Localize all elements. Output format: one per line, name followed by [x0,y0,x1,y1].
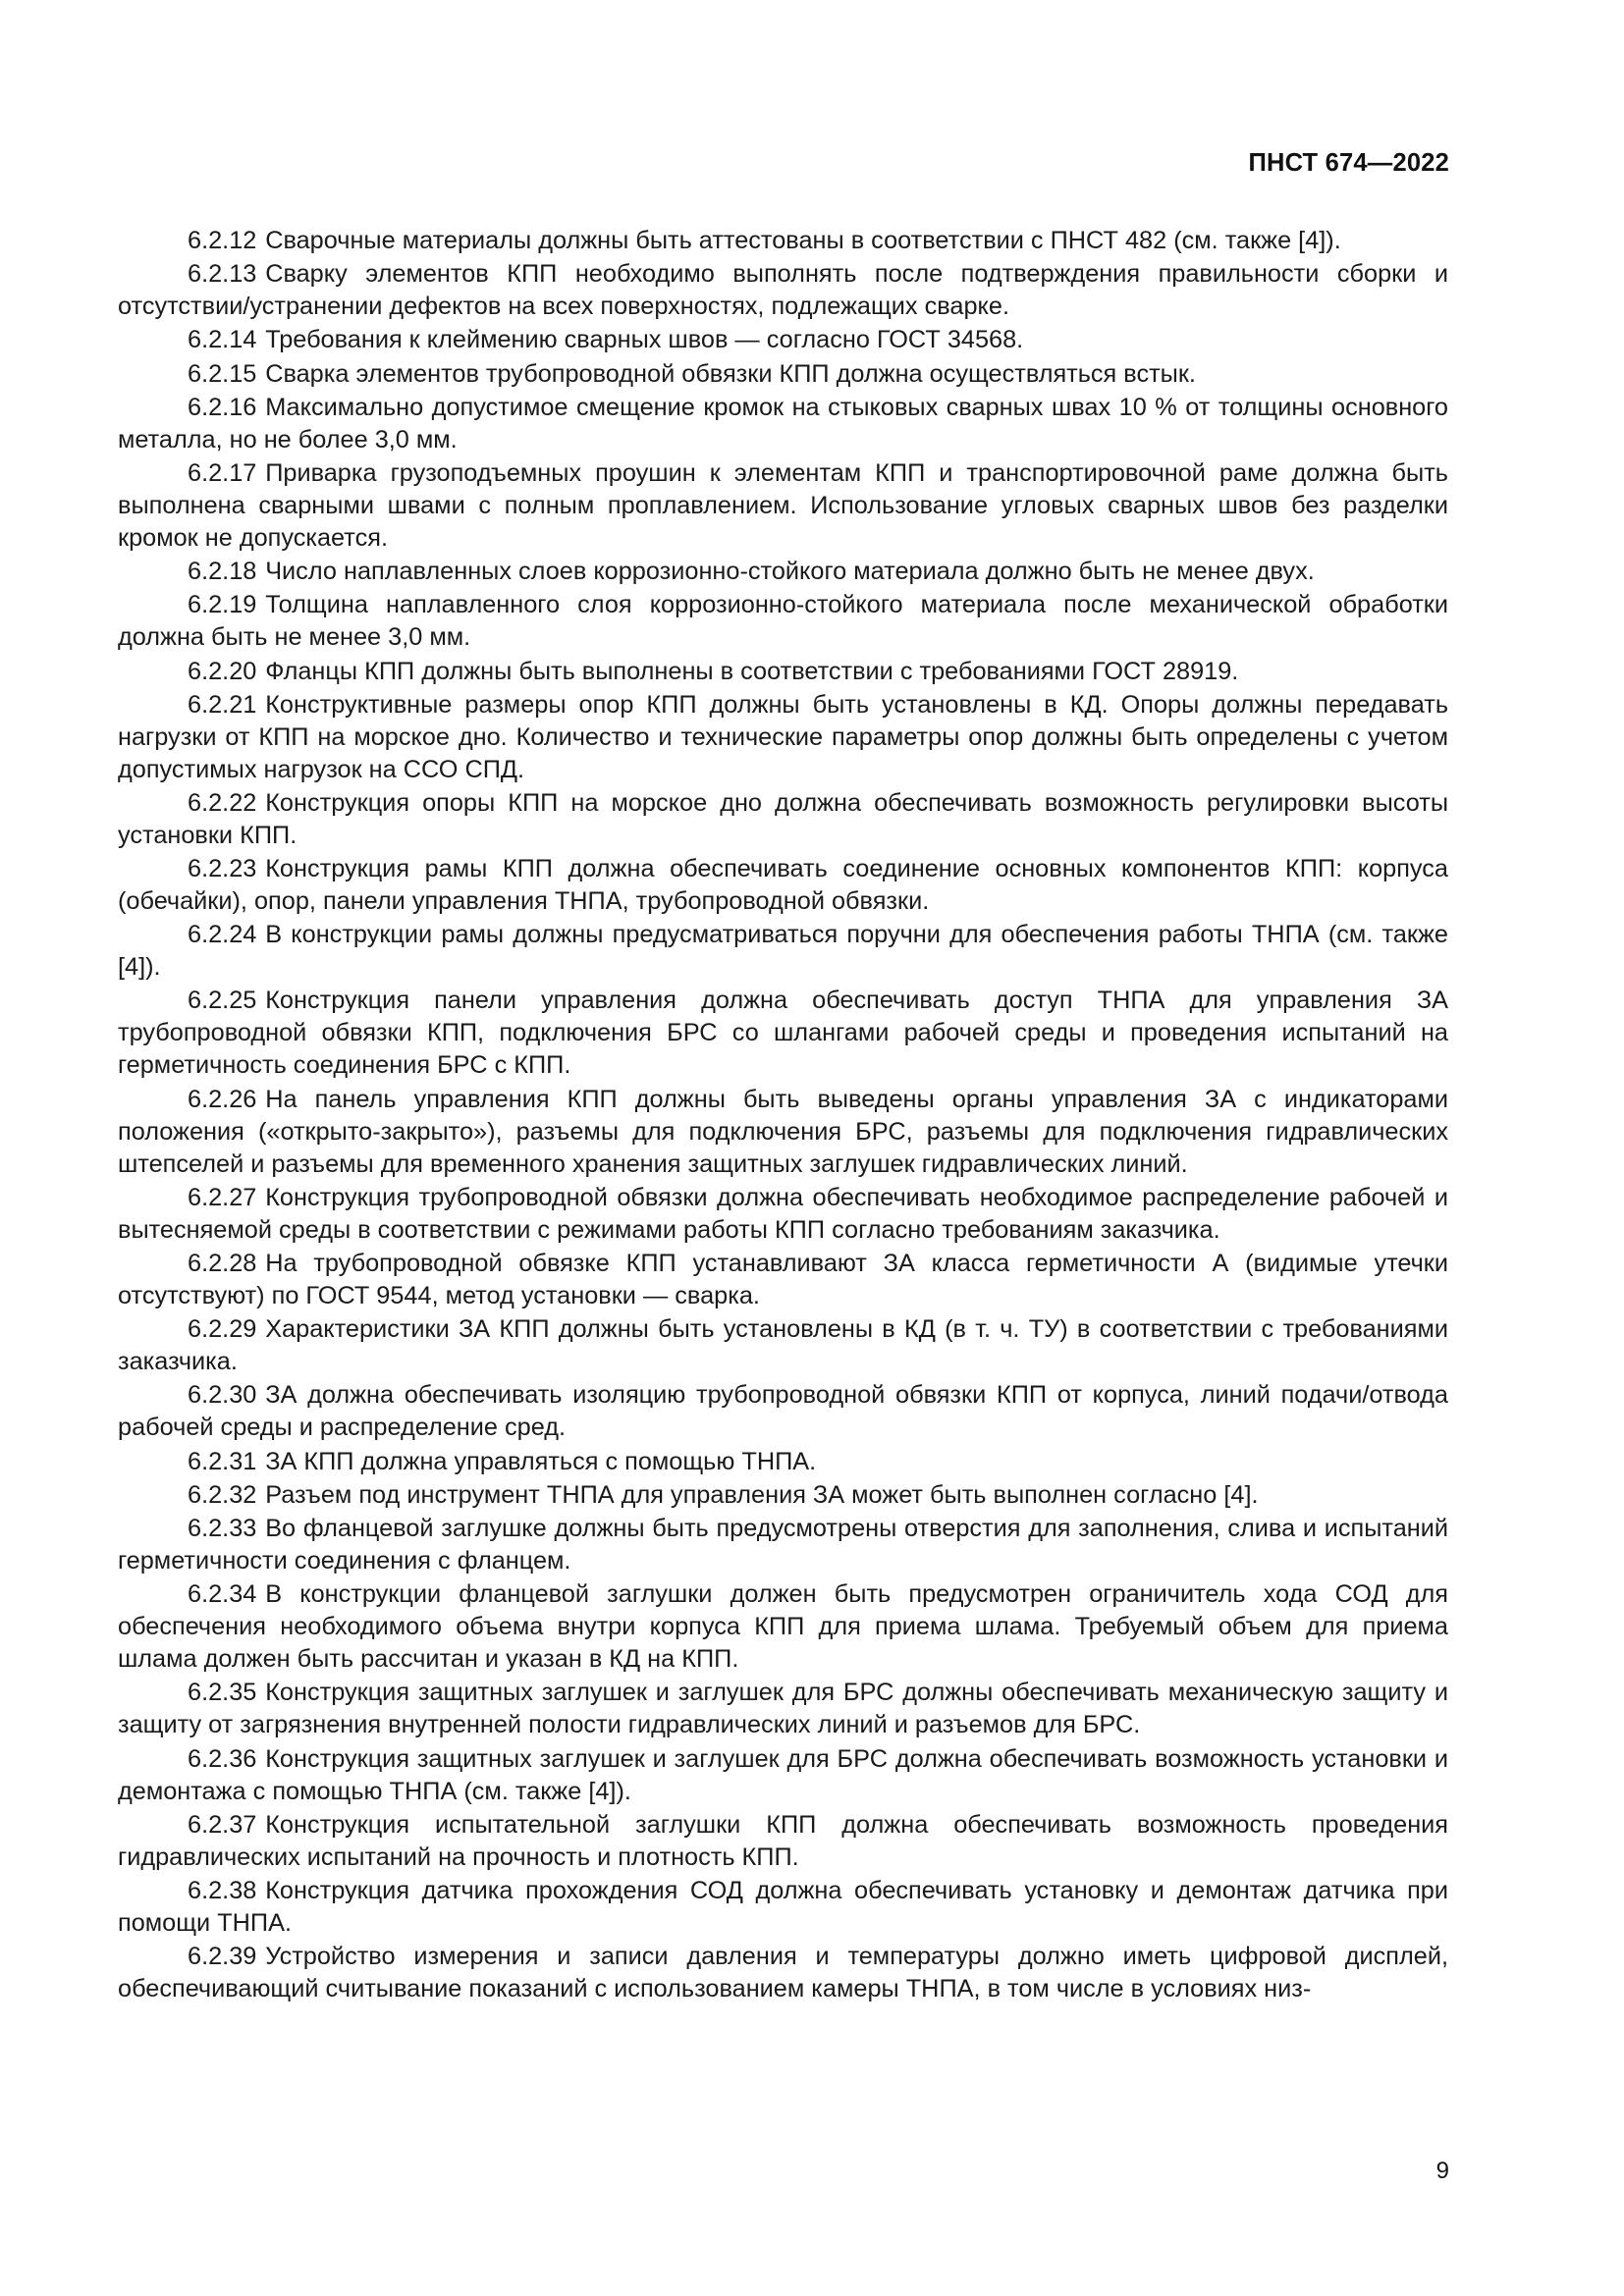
clause-6-2-27 [118,1182,1448,1247]
clause-number: 6.2.17 [188,458,257,487]
clause-text: Характеристики ЗА КПП должны быть установлены в КД (в т. ч. ТУ) в соответствии с требованиями заказчика. [118,1315,1448,1376]
clause-text: В конструкции фланцевой заглушки должен быть предусмотрен ограничитель хода СОД для обеспечения необходимого объема внутри корпуса КПП для приема шлама. Требуемый объем для приема шлама должен быть рассчитан и указан в КД на КПП. [118,1580,1448,1674]
clause-text: Сварочные материалы должны быть аттестованы в соответствии с ПНСТ 482 (см. также [4]). [265,227,1341,254]
clause-6-2-38 [118,1875,1448,1940]
clause-number: 6.2.39 [188,1943,257,1971]
clause-text: Конструкция рамы КПП должна обеспечивать соединение основных компонентов КПП: корпуса (обечайки), опор, панели управления ТНПА, трубопроводной обвязки. [118,855,1448,916]
clause-6-2-34 [118,1578,1448,1676]
clause-text: Во фланцевой заглушке должны быть предусмотрены отверстия для заполнения, слива и испытаний герметичности соединения с фланцем. [118,1514,1448,1575]
clause-number: 6.2.28 [188,1250,257,1277]
clause-text: Сварку элементов КПП необходимо выполнять после подтверждения правильности сборки и отсутствии/устранении дефектов на всех поверхностях, подлежащих сварке. [118,260,1448,321]
clause-text: Устройство измерения и записи давления и температуры должно иметь цифровой дисплей, обеспечивающий считывание показаний с использованием камеры ТНПА, в том числе в условиях низ- [118,1943,1448,2003]
clause-6-2-22 [118,787,1448,852]
page-header-standard-code: ПНСТ 674—2022 [1248,149,1449,177]
clause-text: Сварка элементов трубопроводной обвязки КПП должна осуществляться встык. [265,359,1196,388]
clause-6-2-19 [118,589,1448,654]
clause-number: 6.2.22 [188,788,257,817]
document-body [118,225,1448,2006]
clause-number: 6.2.26 [188,1085,257,1113]
clause-6-2-37 [118,1809,1448,1874]
clause-6-2-14 [118,324,1448,356]
clause-number: 6.2.30 [188,1381,257,1410]
clause-number: 6.2.27 [188,1183,257,1211]
clause-6-2-16 [118,392,1448,456]
clause-6-2-17 [118,457,1448,555]
clause-6-2-30 [118,1379,1448,1444]
clause-text: Максимально допустимое смещение кромок на стыковых сварных швах 10 % от толщины основного металла, но не более 3,0 мм. [118,393,1448,454]
clause-text: Приварка грузоподъемных проушин к элементам КПП и транспортировочной раме должна быть выполнена сварными швами с полным проплавлением. Использование угловых сварных швов без разделки кромок не допускается. [118,458,1448,552]
clause-number: 6.2.35 [188,1679,257,1707]
clause-6-2-29 [118,1313,1448,1378]
clause-number: 6.2.36 [188,1744,257,1773]
clause-text: Толщина наплавленного слоя коррозионно-стойкого материала после механической обработки должна быть не менее 3,0 мм. [118,591,1448,652]
clause-number: 6.2.31 [188,1447,257,1475]
clause-text: Конструкция датчика прохождения СОД должна обеспечивать установку и демонтаж датчика при помощи ТНПА. [118,1876,1448,1937]
clause-6-2-13 [118,258,1448,323]
clause-text: Конструкция трубопроводной обвязки должна обеспечивать необходимое распределение рабочей и вытесняемой среды в соответствии с режимами работы КПП согласно требованиям заказчика. [118,1183,1448,1244]
clause-text: На трубопроводной обвязке КПП устанавливают ЗА класса герметичности А (видимые утечки отсутствуют) по ГОСТ 9544, метод установки — сварка. [118,1250,1448,1309]
clause-number: 6.2.14 [188,326,257,354]
clause-6-2-39 [118,1941,1448,2005]
clause-6-2-24 [118,919,1448,984]
clause-6-2-31 [118,1446,1448,1478]
clause-number: 6.2.23 [188,855,257,883]
clause-number: 6.2.34 [188,1580,257,1609]
clause-text: Фланцы КПП должны быть выполнены в соответствии с требованиями ГОСТ 28919. [265,657,1239,685]
clause-6-2-20 [118,656,1448,688]
clause-text: ЗА должна обеспечивать изоляцию трубопроводной обвязки КПП от корпуса, линий подачи/отвода рабочей среды и распределение сред. [118,1381,1448,1442]
clause-number: 6.2.13 [188,260,257,289]
clause-6-2-26 [118,1084,1448,1181]
clause-text: На панель управления КПП должны быть выведены органы управления ЗА с индикаторами положения («открыто-закрыто»), разъемы для подключения БРС, разъемы для подключения гидравлических штепселей и разъемы для временного хранения защитных заглушек гидравлических линий. [118,1085,1448,1178]
clause-text: Конструкция испытательной заглушки КПП должна обеспечивать возможность проведения гидравлических испытаний на прочность и плотность КПП. [118,1810,1448,1871]
clause-text: В конструкции рамы должны предусматриваться поручни для обеспечения работы ТНПА (см. также [4]). [118,921,1448,982]
clause-number: 6.2.24 [188,921,257,949]
clause-6-2-33 [118,1513,1448,1577]
clause-6-2-32 [118,1479,1448,1512]
clause-text: Конструкция опоры КПП на морское дно должна обеспечивать возможность регулировки высоты установки КПП. [118,788,1448,849]
clause-6-2-35 [118,1677,1448,1741]
clause-text: Разъем под инструмент ТНПА для управления ЗА может быть выполнен согласно [4]. [265,1480,1259,1509]
clause-6-2-21 [118,689,1448,786]
clause-number: 6.2.38 [188,1876,257,1904]
clause-6-2-25 [118,985,1448,1082]
clause-number: 6.2.29 [188,1315,257,1344]
clause-6-2-28 [118,1248,1448,1312]
clause-number: 6.2.25 [188,987,257,1015]
clause-text: Требования к клеймению сварных швов — согласно ГОСТ 34568. [265,326,1024,354]
clause-6-2-15 [118,358,1448,391]
clause-number: 6.2.12 [188,227,257,254]
clause-number: 6.2.20 [188,657,257,685]
clause-number: 6.2.33 [188,1514,257,1542]
clause-number: 6.2.21 [188,690,257,719]
clause-text: ЗА КПП должна управляться с помощью ТНПА. [265,1447,817,1475]
clause-text: Конструкция защитных заглушек и заглушек для БРС должна обеспечивать возможность установки и демонтажа с помощью ТНПА (см. также [4]). [118,1744,1448,1805]
clause-text: Конструкция панели управления должна обеспечивать доступ ТНПА для управления ЗА трубопроводной обвязки КПП, подключения БРС со шлангами рабочей среды и проведения испытаний на герметичность соединения БРС с КПП. [118,987,1448,1080]
clause-6-2-23 [118,853,1448,918]
clause-6-2-12 [118,225,1448,257]
clause-text: Конструктивные размеры опор КПП должны быть установлены в КД. Опоры должны передавать нагрузки от КПП на морское дно. Количество и технические параметры опор должны быть определены с учетом допустимых нагрузок на ССО СПД. [118,690,1448,783]
clause-number: 6.2.15 [188,359,257,388]
clause-6-2-36 [118,1743,1448,1808]
clause-text: Число наплавленных слоев коррозионно-стойкого материала должно быть не менее двух. [265,558,1315,586]
clause-6-2-18 [118,556,1448,588]
clause-number: 6.2.16 [188,393,257,421]
clause-number: 6.2.19 [188,591,257,619]
clause-number: 6.2.18 [188,558,257,586]
page-number: 9 [1435,2158,1449,2184]
clause-number: 6.2.32 [188,1480,257,1509]
clause-text: Конструкция защитных заглушек и заглушек для БРС должны обеспечивать механическую защиту и защиту от загрязнения внутренней полости гидравлических линий и разъемов для БРС. [118,1679,1448,1739]
clause-number: 6.2.37 [188,1810,257,1839]
